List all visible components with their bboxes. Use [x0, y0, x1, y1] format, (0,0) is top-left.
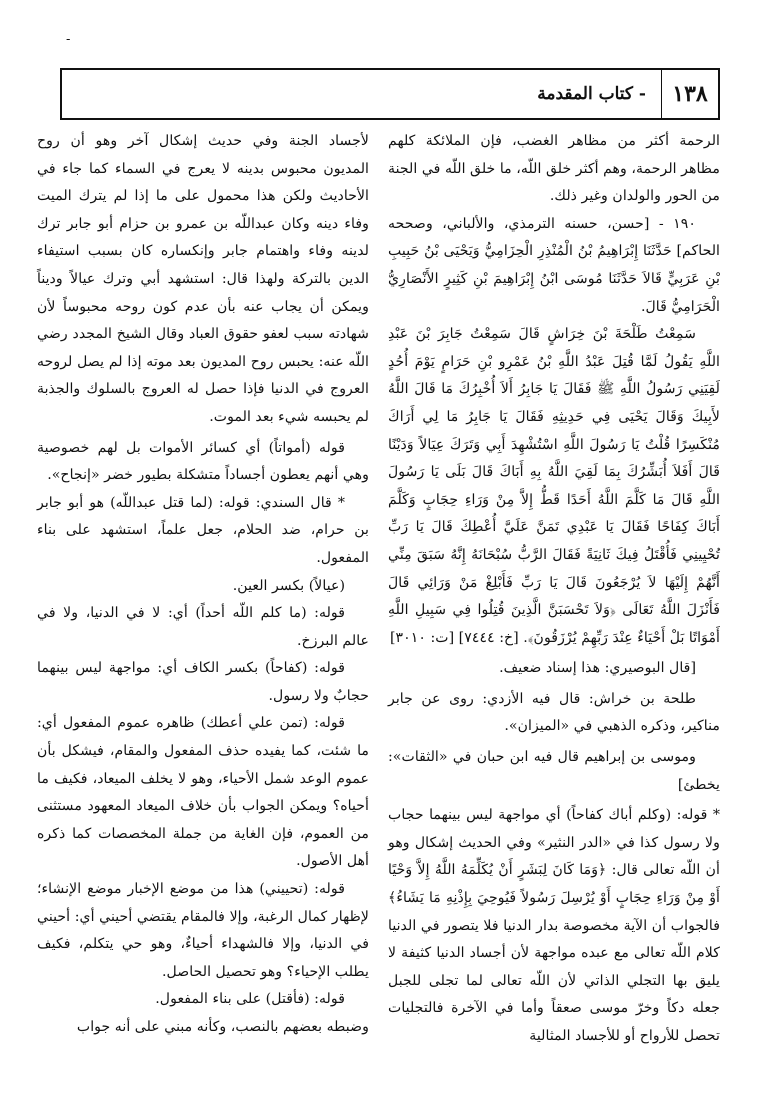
narrator-note-talha: طلحة بن خراش: قال فيه الأزدي: روى عن جابر مناكير، وذكره الذهبي في «الميزان».: [388, 690, 720, 735]
commentary-tuhyini: قوله: (تحييني) هذا من موضع الإخبار موضع الإنشاء؛ لإظهار كمال الرغبة، وإلا فالمقام يقتضي أحيني أي: أحيني في الدنيا، وإلا فالشهداء أحياءٌ، وهو حي يتكلم، فكيف يطلب الإحياء؟ وهو تحصيل الحاصل.: [37, 881, 369, 980]
busiri-note: [قال البوصيري: هذا إسناد ضعيف.: [499, 660, 696, 677]
commentary-kifahan: * قوله: (وكلم أباك كفاحاً) أي مواجهة ليس بينهما حجاب ولا رسول كذا في «الدر النثير» وفي الحديث إشكال وهو أن اللّه تعالى قال: ﴿وَمَا كَانَ لِبَشَرٍ أَنْ يُكَلِّمَهُ اللَّهُ إِلاَّ وَحْيًا أَوْ مِنْ وَرَاءِ حِجَابٍ أَوْ يُرْسِلَ رَسُولاً فَيُوحِيَ بِإِذْنِهِ مَا يَشَاءُ﴾ فالجواب أن الآية مخصوصة بدار الدنيا فلا يتصور في الدنيا كلام اللّه تعالى مع عبده مواجهة لأن أجساد الدنيا كثيفة لا يليق بها التجلي الذاتي لأن اللّه تعالى لما تجلى للجبل جعله دكاً وخرّ موسى صعقاً وأما في الآخرة فالتجليات تحصل للأرواح أو للأجساد المثالية: [388, 807, 720, 1044]
commentary-continuation: لأجساد الجنة وفي حديث إشكال آخر وهو أن روح المديون محبوس بدينه لا يعرج في السماء كما جاء في الأحاديث ولكن هذا محمول على ما إذا لم يترك الميت وفاء دينه وكان عبداللّه بن عمرو بن حزام أبو جابر ترك لدينه وفاء واهتمام جابر وإنكساره كان بسبب استيفاء الدين بالتركة ولهذا قال: استشهد أبي وترك عيالاً وديناً ويمكن أن يجاب عنه بأن عدم كون روحه محبوساً لأن شهادته سبب لعفو حقوق العباد وقال الشيخ المجدد رضي اللّه عنه: يحبس روح المديون بعد موته إذا لم يصل لروحه العروج في الدنيا فإذا حصل له العروج بالسلوك والجذبة لم يحبسه شيء بعد الموت.: [37, 133, 369, 425]
narrator-note-musa: وموسى بن إبراهيم قال فيه ابن حبان في «الثقات»: يخطئ]: [388, 749, 720, 793]
page-mark: -: [66, 32, 71, 47]
commentary-fa-uqtal: قوله: (فأقتل) على بناء المفعول.: [155, 991, 345, 1008]
commentary-continuation: الرحمة أكثر من مظاهر الغضب، فإن الملائكة كلهم مظاهر الرحمة، وهم أكثر خلق اللّه، ما خلق اللّه في الجنة من الحور والولدان وغير ذلك.: [388, 133, 720, 205]
running-header: [60, 68, 720, 120]
hadith-isnad: ١٩٠ - [حسن، حسنه الترمذي، والألباني، وصححه الحاكم] حَدَّثَنَا إِبْرَاهِيمُ بْنُ الْمُنْذِرِ الْحِزَامِيُّ وَيَحْيَى بْنُ حَبِيبِ بْنِ عَرَبِيٍّ قَالاَ حَدَّثَنَا مُوسَى ابْنُ إِبْرَاهِيمَ بْنِ كَثِيرٍ الأَنْصَارِيُّ الْحَرَامِيُّ قَالَ.: [388, 215, 720, 315]
commentary-kifahan: قوله: (كفاحاً) بكسر الكاف أي: مواجهة ليس بينهما حجابٌ ولا رسول.: [37, 660, 369, 704]
chapter-title: - كتاب المقدمة: [537, 84, 646, 104]
commentary-ma-kallama: قوله: (ما كلم اللّه أحداً) أي: لا في الدنيا، ولا في عالم البرزخ.: [37, 605, 369, 649]
page-number: ١٣٨: [661, 70, 718, 118]
right-column: [388, 128, 720, 1051]
sindi-commentary: * قال السندي: قوله: (لما قتل عبداللّه) هو أبو جابر بن حرام، ضد الحلام، جعل علماً، استشهد على بناء المفعول.: [37, 494, 369, 566]
commentary-amwatan: قوله (أمواتاً) أي كسائر الأموات بل لهم خصوصية وهي أنهم يعطون أجساداً متشكلة بطيور خضر «إنجاح».: [37, 439, 369, 484]
commentary-tamanna: قوله: (تمن علي أعطك) ظاهره عموم المفعول أي: ما شئت، كما يفيده حذف المفعول والمقام، فيشكل بأن عموم الوعد شمل الأحياء، وهو لا يخلف الميعاد، فكيف ما أحياه؟ ويمكن الجواب بأن خلاف الميعاد المعهود مستثنى من العموم، فإن الغاية من جملة المخصصات كما ذكره أهل الأصول.: [37, 715, 369, 870]
commentary-iyalan: (عيالاً) بكسر العين.: [232, 577, 345, 594]
hadith-matn: سَمِعْتُ طَلْحَةَ بْنَ خِرَاشٍ قَالَ سَمِعْتُ جَابِرَ بْنَ عَبْدِ اللَّهِ يَقُولُ لَمَّا قُتِلَ عَبْدُ اللَّهِ بْنُ عَمْرِو بْنِ حَرَامٍ يَوْمَ أُحُدٍ لَقِيَنِي رَسُولُ اللَّهِ ﷺ فَقَالَ يَا جَابِرُ أَلاَ أُخْبِرُكَ مَا قَالَ اللَّهُ لأَبِيكَ وَقَالَ يَحْيَى فِي حَدِيثِهِ فَقَالَ يَا جَابِرُ مَا لِي أَرَاكَ مُنْكَسِرًا قُلْتُ يَا رَسُولَ اللَّهِ اسْتُشْهِدَ أَبِي وَتَرَكَ عِيَالاً وَدَيْنًا قَالَ أَفَلاَ أُبَشِّرُكَ بِمَا لَقِيَ اللَّهُ بِهِ أَبَاكَ قَالَ بَلَى يَا رَسُولَ اللَّهِ قَالَ مَا كَلَّمَ اللَّهُ أَحَدًا قَطُّ إِلاَّ مِنْ وَرَاءِ حِجَابٍ وَكَلَّمَ أَبَاكَ كِفَاحًا فَقَالَ يَا عَبْدِي تَمَنَّ عَلَيَّ أُعْطِكَ قَالَ يَا رَبِّ تُحْيِينِي فَأُقْتَلُ فِيكَ ثَانِيَةً فَقَالَ الرَّبُّ سُبْحَانَهُ إِنَّهُ سَبَقَ مِنِّي أَنَّهُمْ إِلَيْهَا لاَ يُرْجَعُونَ قَالَ يَا رَبِّ فَأَبْلِغْ مَنْ وَرَائِي قَالَ فَأَنْزَلَ اللَّهُ تَعَالَى ﴿وَلاَ تَحْسَبَنَّ الَّذِينَ قُتِلُوا فِي سَبِيلِ اللَّهِ أَمْوَاتًا بَلْ أَحْيَاءٌ عِنْدَ رَبِّهِمْ يُرْزَقُونَ﴾. [خ: ٧٤٤٤] [ت: ٣٠١٠]: [388, 326, 720, 646]
left-column: [37, 128, 369, 1042]
commentary-continues: وضبطه بعضهم بالنصب، وكأنه مبني على أنه جواب: [76, 1019, 369, 1035]
